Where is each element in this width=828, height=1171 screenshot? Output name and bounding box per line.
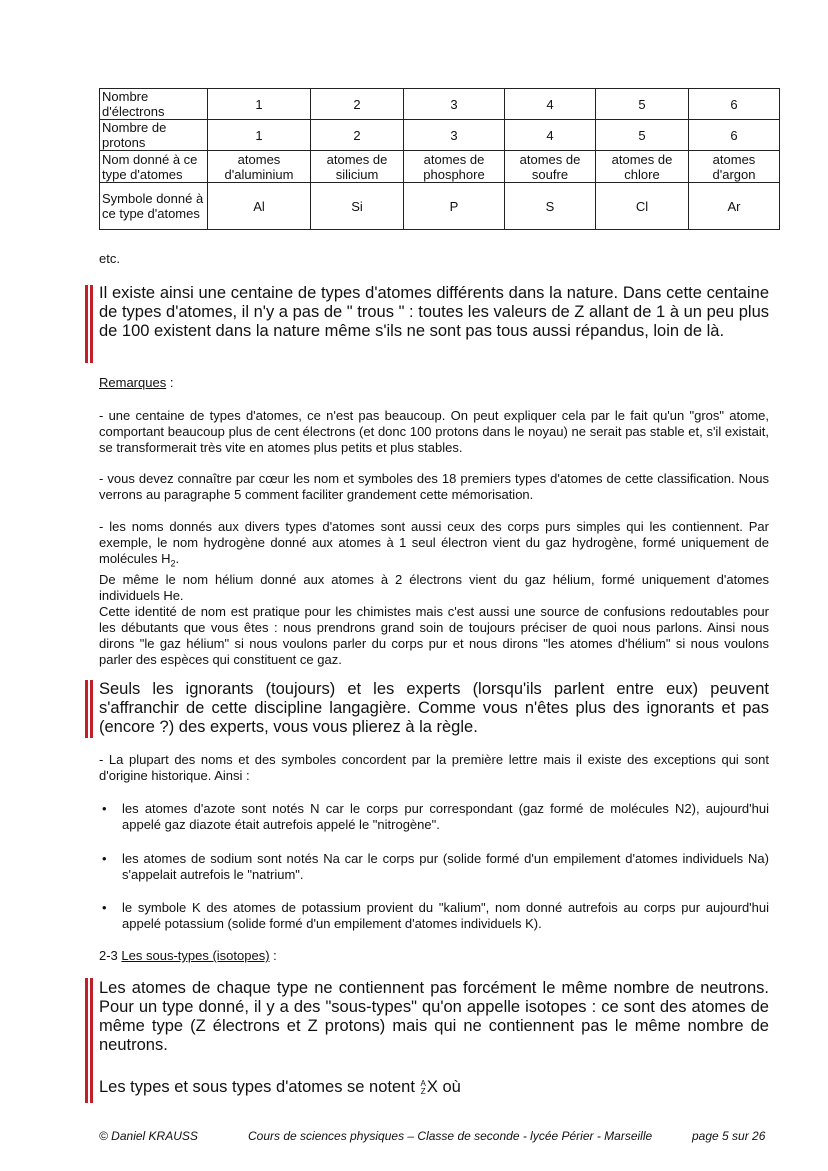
table-cell: 3 (404, 89, 505, 120)
table-cell: Ar (689, 183, 780, 230)
highlight-bar (85, 285, 93, 363)
table-cell: atomes de soufre (505, 151, 596, 183)
table-cell: Al (208, 183, 311, 230)
table-cell: 3 (404, 120, 505, 151)
table-cell: atomes d'aluminium (208, 151, 311, 183)
notation-end: où (437, 1078, 461, 1096)
table-cell: S (505, 183, 596, 230)
remarques-colon: : (166, 375, 174, 390)
table-row (100, 151, 780, 183)
table-cell: 6 (689, 120, 780, 151)
table-cell: atomes de silicium (311, 151, 404, 183)
table-row (100, 89, 780, 120)
table-cell: 2 (311, 120, 404, 151)
table-cell: atomes de chlore (596, 151, 689, 183)
mass-number: A (420, 1078, 426, 1088)
remark-3b: De même le nom hélium donné aux atomes à 2 électrons vient du gaz hélium, formé uniquement d'atomes individuels He. (99, 571, 769, 603)
table-cell: 5 (596, 89, 689, 120)
table-cell: 2 (311, 89, 404, 120)
bullet-item: les atomes de sodium sont notés Na car le corps pur (solide formé d'un empilement d'atomes individuels Na) s'appelait autrefois le "natrium". (122, 851, 769, 882)
row-header: Nom donné à ce type d'atomes (100, 151, 208, 183)
table-row (100, 120, 780, 151)
element-symbol: X (426, 1078, 438, 1096)
footer-page: page 5 sur 26 (692, 1129, 766, 1143)
table-cell: atomes d'argon (689, 151, 780, 183)
subscript-2: 2 (170, 558, 176, 569)
bullet-marker: • (102, 851, 107, 866)
remark-1: - une centaine de types d'atomes, ce n'est pas beaucoup. On peut expliquer cela par le fait qu'un "gros" atome, comportant beaucoup plus de cent électrons (et donc 100 protons dans le noyau) ne serait pas stable et, s'il existait, se transformerait très vite en atomes plus petits et plus stables. (99, 408, 769, 455)
table-cell: 1 (208, 120, 311, 151)
bullet-marker: • (102, 801, 107, 816)
paragraph-notation (99, 1078, 769, 1097)
bullet-item: le symbole K des atomes de potassium provient du "kalium", nom donné autrefois au corps pur aujourd'hui appelé potassium (solide formé d'un empilement d'atomes individuels K). (122, 900, 769, 931)
table-cell: 1 (208, 89, 311, 120)
table-cell: 5 (596, 120, 689, 151)
remark-4: - La plupart des noms et des symboles concordent par la première lettre mais il existe des exceptions qui sont d'origine historique. Ainsi : (99, 752, 769, 783)
paragraph-isotopes: Les atomes de chaque type ne contiennent pas forcément le même nombre de neutrons. Pour un type donné, il y a des "sous-types" qu'on appelle isotopes : ce sont des atomes de même type (Z électrons et Z protons) mais qui ne contiennent pas le même nombre de neutrons. (99, 979, 769, 1054)
remark-2: - vous devez connaître par cœur les nom et symboles des 18 premiers types d'atomes de cette classification. Nous verrons au paragraphe 5 comment faciliter grandement cette mémorisation. (99, 471, 769, 502)
table-cell: atomes de phosphore (404, 151, 505, 183)
row-header: Symbole donné à ce type d'atomes (100, 183, 208, 230)
highlight-bar (85, 680, 93, 738)
paragraph-centaine: Il existe ainsi une centaine de types d'atomes différents dans la nature. Dans cette centaine de types d'atomes, il n'y a pas de " trous " : toutes les valeurs de Z allant de 1 à un peu plus de 100 existent dans la nature même s'ils ne sont pas tous aussi répandus, loin de là. (99, 284, 769, 340)
etc-text: etc. (99, 251, 120, 266)
atomic-number: Z (420, 1086, 426, 1096)
remark-3a: - les noms donnés aux divers types d'atomes sont aussi ceux des corps purs simples qui les contiennent. Par exemple, le nom hydrogène donné aux atomes à 1 seul électron vient du gaz hydrogène, formé uniquement de molécules H (99, 519, 769, 566)
footer-course: Cours de sciences physiques – Classe de seconde - lycée Périer - Marseille (248, 1129, 653, 1143)
row-header: Nombre d'électrons (100, 89, 208, 120)
paragraph-ignorants: Seuls les ignorants (toujours) et les experts (lorsqu'ils parlent entre eux) peuvent s'affranchir de cette discipline langagière. Comme vous n'êtes plus des ignorants et pas (encore ?) des experts, vous vous plierez à la règle. (99, 680, 769, 736)
remarques-title: Remarques (99, 375, 167, 390)
bullet-item: les atomes d'azote sont notés N car le corps pur correspondant (gaz formé de molécules N2), aujourd'hui appelé gaz diazote était autrefois appelé le "nitrogène". (122, 801, 769, 832)
table-cell: P (404, 183, 505, 230)
remark-3 (99, 519, 769, 668)
table-cell: 4 (505, 89, 596, 120)
footer-author: © Daniel KRAUSS (99, 1129, 198, 1143)
isotope-notation (421, 1080, 426, 1096)
table-cell: 4 (505, 120, 596, 151)
section-colon: : (269, 948, 277, 963)
table-cell: Si (311, 183, 404, 230)
table-cell: Cl (596, 183, 689, 230)
remark-3a-end: . (175, 551, 180, 566)
highlight-bar (85, 978, 93, 1103)
remarques-heading (99, 375, 769, 391)
section-heading (99, 948, 769, 964)
section-title: Les sous-types (isotopes) (121, 948, 270, 963)
bullet-marker: • (102, 900, 107, 915)
table-cell: 6 (689, 89, 780, 120)
notation-lead: Les types et sous types d'atomes se notent (99, 1078, 420, 1096)
remark-3c: Cette identité de nom est pratique pour les chimistes mais c'est aussi une source de confusions redoutables pour les débutants que vous êtes : nous prendrons grand soin de toujours préciser de quoi nous parlons. Ainsi nous dirons "le gaz hélium" si nous voulons parler du corps pur et nous dirons "les atomes d'hélium" si nous voulons parler des espèces qui constituent ce gaz. (99, 603, 769, 667)
row-header: Nombre de protons (100, 120, 208, 151)
table-row (100, 183, 780, 230)
atom-table (99, 88, 780, 230)
section-number: 2-3 (99, 948, 122, 963)
